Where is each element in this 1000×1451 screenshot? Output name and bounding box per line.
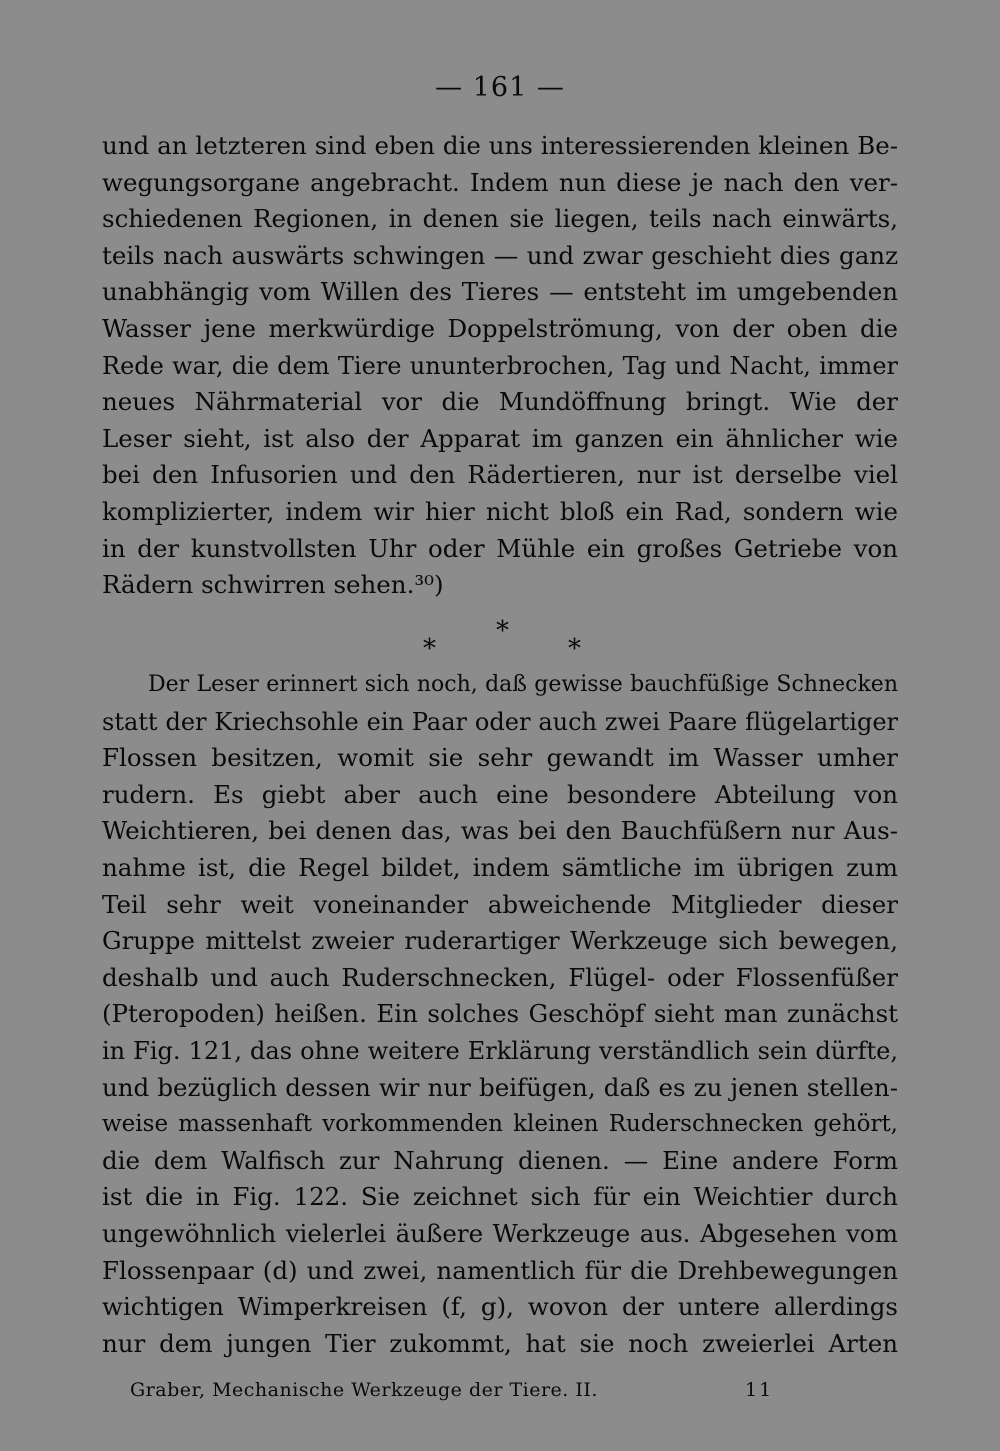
text-line: schiedenen Regionen, in denen sie liegen, teils nach einwärts, (102, 204, 898, 234)
text-line: nahme ist, die Regel bildet, indem sämtliche im übrigen zum (102, 852, 898, 882)
text-line: statt der Kriechsohle ein Paar oder auch zwei Paare flügelartiger (102, 707, 898, 736)
separator-star: * (423, 634, 436, 664)
text-line: in Fig. 121, das ohne weitere Erklärung verständlich sein dürfte, (102, 1036, 898, 1065)
text-line-first: Der Leser erinnert sich noch, daß gewisse bauchfüßige Schnecken (148, 672, 898, 697)
text-line: neues Nährmaterial vor die Mundöffnung bringt. Wie der (102, 387, 898, 417)
separator-star: * (496, 616, 509, 646)
text-line: ist die in Fig. 122. Sie zeichnet sich für ein Weichtier durch (102, 1182, 898, 1212)
separator-star: * (568, 634, 581, 664)
text-line: deshalb und auch Ruderschnecken, Flügel- oder Flossenfüßer (102, 962, 898, 992)
text-line: Teil sehr weit voneinander abweichende Mitglieder dieser (102, 889, 898, 919)
text-line: wegungsorgane angebracht. Indem nun diese je nach den ver- (102, 167, 898, 197)
text-line: wichtigen Wimperkreisen (f, g), wovon der untere allerdings (102, 1292, 898, 1322)
signature-mark: 11 (745, 1379, 774, 1401)
text-line: ungewöhnlich vielerlei äußere Werkzeuge aus. Abgesehen vom (102, 1218, 898, 1248)
page-footer (130, 1375, 780, 1405)
text-line: (Pteropoden) heißen. Ein solches Geschöpf sieht man zunächst (102, 999, 898, 1029)
text-line: und an letzteren sind eben die uns interessierenden kleinen Be- (102, 131, 898, 160)
text-line: weise massenhaft vorkommenden kleinen Ruderschnecken gehört, (102, 1111, 898, 1138)
text-line: bei den Infusorien und den Rädertieren, nur ist derselbe viel (102, 460, 898, 490)
page-number: — 161 — (435, 72, 565, 103)
text-line: Rede war, die dem Tiere ununterbrochen, Tag und Nacht, immer (102, 351, 898, 380)
section-separator (0, 616, 1000, 666)
paragraph-continued (102, 128, 898, 604)
text-line: Wasser jene merkwürdige Doppelströmung, von der oben die (102, 313, 898, 343)
paragraph-pteropods (102, 667, 898, 1362)
text-line: unabhängig vom Willen des Tieres — entsteht im umgebenden (102, 277, 898, 307)
text-line: komplizierter, indem wir hier nicht bloß ein Rad, sondern wie (102, 496, 898, 526)
text-line: teils nach auswärts schwingen — und zwar geschieht dies ganz (102, 240, 898, 270)
text-line: Weichtieren, bei denen das, was bei den Bauchfüßern nur Aus- (102, 816, 898, 846)
text-line: und bezüglich dessen wir nur beifügen, daß es zu jenen stellen- (102, 1072, 898, 1102)
text-line: nur dem jungen Tier zukommt, hat sie noch zweierlei Arten (102, 1328, 898, 1358)
text-line: Flossenpaar (d) und zwei, namentlich für die Drehbewegungen (102, 1255, 898, 1285)
text-line: in der kunstvollsten Uhr oder Mühle ein großes Getriebe von (102, 533, 898, 563)
running-footer-title: Graber, Mechanische Werkzeuge der Tiere. II. (130, 1379, 598, 1401)
text-line: die dem Walfisch zur Nahrung dienen. — Eine andere Form (102, 1145, 898, 1175)
text-line: Gruppe mittelst zweier ruderartiger Werkzeuge sich bewegen, (102, 926, 898, 956)
text-line: Leser sieht, ist also der Apparat im ganzen ein ähnlicher wie (102, 423, 898, 453)
text-line-last: Rädern schwirren sehen.³⁰) (102, 570, 444, 600)
text-line: rudern. Es giebt aber auch eine besondere Abteilung von (102, 779, 898, 809)
text-line: Flossen besitzen, womit sie sehr gewandt im Wasser umher (102, 743, 898, 773)
